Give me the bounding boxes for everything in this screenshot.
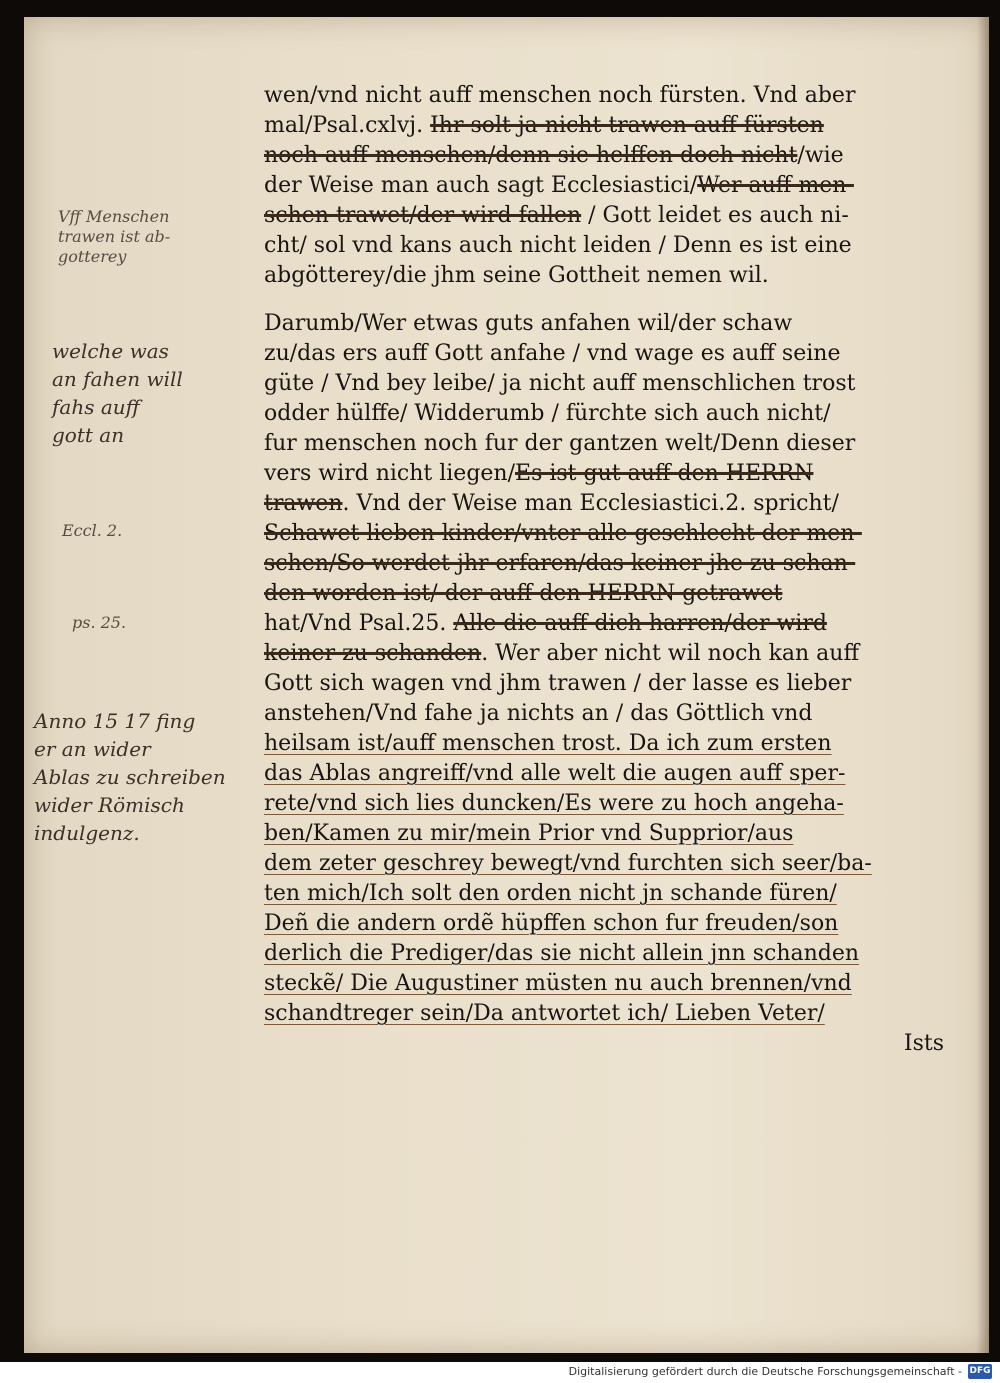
text-line [264,639,944,669]
text-segment: abgötterey/die jhm seine Gottheit nemen wil. [264,263,769,288]
text-line [264,759,944,789]
paragraph-gap [264,291,944,309]
struck-passage: Es ist gut auff den HERRN [515,461,814,486]
footer-credit: Digitalisierung gefördert durch die Deutsche Forschungsgemeinschaft - [568,1365,962,1378]
text-line [264,729,944,759]
text-line [264,369,944,399]
struck-passage: schen/So werdet jhr erfaren/das keiner jhe zu schan- [264,551,856,576]
margin-note-line: trawen ist ab- [58,227,171,246]
struck-passage: schen trawet/der wird fallen [264,203,582,228]
text-line [264,849,944,879]
text-line [264,699,944,729]
text-segment: der Weise man auch sagt Ecclesiastici/ [264,173,698,198]
text-line [264,939,944,969]
text-segment: mal/Psal.cxlvj. [264,113,431,138]
margin-note-line: er an wider [34,737,151,761]
underlined-passage: Da ich zum ersten [628,731,832,756]
struck-passage: den worden ist/ der auff den HERRN getrawet [264,581,783,606]
margin-note-psalm-ref [72,613,126,633]
underlined-passage: schandtreger sein/Da antwortet ich/ Lieben Veter/ [264,1001,825,1026]
text-segment: Gott sich wagen vnd jhm trawen / der lasse es lieber [264,671,852,696]
struck-passage: noch auff menschen/denn sie helffen doch nicht [264,143,798,168]
text-segment: / Gott leidet es auch ni- [581,203,849,228]
text-line [264,201,944,231]
margin-note-anfahen [52,337,183,449]
text-segment: . Wer aber nicht wil noch kan auff [481,641,860,666]
underlined-passage: ten mich/Ich solt den orden nicht jn schande füren/ [264,881,837,906]
margin-note-line: Vff Menschen [58,207,170,226]
text-line [264,111,944,141]
text-line [264,789,944,819]
text-line [264,819,944,849]
text-line [264,999,944,1029]
page-edge-shadow [977,17,989,1353]
catchword: Ists [903,1031,944,1056]
text-line [264,879,944,909]
underlined-passage: rete/vnd sich lies duncken/Es were zu hoch angeha- [264,791,844,816]
margin-note-abgoetterey [58,207,170,267]
text-line [264,141,944,171]
margin-note-line: gott an [52,423,125,447]
text-segment: vers wird nicht liegen/ [264,461,516,486]
underlined-passage: steckẽ/ Die Augustiner müsten nu auch brennen/vnd [264,971,852,996]
margin-note-line: Eccl. 2. [62,521,123,540]
underlined-passage: derlich die Prediger/das sie nicht allein jnn schanden [264,941,860,966]
text-line [264,459,944,489]
text-line [264,519,944,549]
text-line [264,669,944,699]
struck-passage: Wer auff men- [697,173,854,198]
margin-note-line: indulgenz. [34,821,140,845]
text-segment: anstehen/Vnd fahe ja nichts an / das Göttlich vnd [264,701,813,726]
margin-note-line: wider Römisch [34,793,185,817]
text-segment: . Vnd der Weise man Ecclesiastici.2. spricht/ [342,491,839,516]
text-segment: odder hülffe/ Widderumb / fürchte sich auch nicht/ [264,401,831,426]
text-line [264,489,944,519]
text-line [264,579,944,609]
struck-passage: Schawet lieben kinder/vnter alle geschlecht der men- [264,521,862,546]
margin-note-line: ps. 25. [72,613,127,632]
text-segment: zu/das ers auff Gott anfahe / vnd wage es auff seine [264,341,841,366]
text-line [264,171,944,201]
margin-note-eccl-ref [62,521,122,541]
underlined-passage: dem zeter geschrey bewegt/vnd furchten sich seer/ba- [264,851,872,876]
text-line [264,429,944,459]
text-segment: Darumb/Wer etwas guts anfahen wil/der schaw [264,311,793,336]
text-line [264,549,944,579]
margin-note-line: fahs auff [52,395,140,419]
margin-note-anno-1517 [34,707,226,847]
underlined-passage: ben/Kamen zu mir/mein Prior vnd Supprior/aus [264,821,794,846]
text-line [264,261,944,291]
struck-passage: trawen [264,491,343,516]
text-line [264,231,944,261]
underlined-passage: Deñ die andern ordẽ hüpffen schon fur freuden/son [264,911,839,936]
margin-note-line: an fahen will [52,367,183,391]
text-segment: hat/Vnd Psal.25. [264,611,454,636]
margin-note-line: gotterey [58,247,127,266]
underlined-passage: heilsam ist/auff menschen trost. [264,731,629,756]
text-line [264,399,944,429]
text-line [264,969,944,999]
struck-passage: keiner zu schanden [264,641,482,666]
text-segment: fur menschen noch fur der gantzen welt/Denn dieser [264,431,856,456]
margin-note-line: Anno 15 17 fing [34,709,196,733]
margin-note-line: Ablas zu schreiben [34,765,226,789]
text-segment: /wie [797,143,844,168]
text-line [264,609,944,639]
underlined-passage: das Ablas angreiff/vnd alle welt die augen auff sper- [264,761,846,786]
struck-passage: Ihr solt ja nicht trawen auff fürsten [430,113,824,138]
text-segment: wen/vnd nicht auff menschen noch fürsten. Vnd aber [264,83,856,108]
margin-note-line: welche was [52,339,169,363]
printed-text-block [264,81,944,1059]
text-line [264,339,944,369]
struck-passage: Alle die auff dich harren/der wird [453,611,827,636]
text-line [264,81,944,111]
text-segment: güte / Vnd bey leibe/ ja nicht auff menschlichen trost [264,371,856,396]
text-segment: cht/ sol vnd kans auch nicht leiden / Denn es ist eine [264,233,852,258]
text-line [264,309,944,339]
footer-bar [0,1362,1000,1383]
dfg-logo: DFG [968,1364,992,1379]
text-line [264,909,944,939]
book-page [24,17,989,1353]
